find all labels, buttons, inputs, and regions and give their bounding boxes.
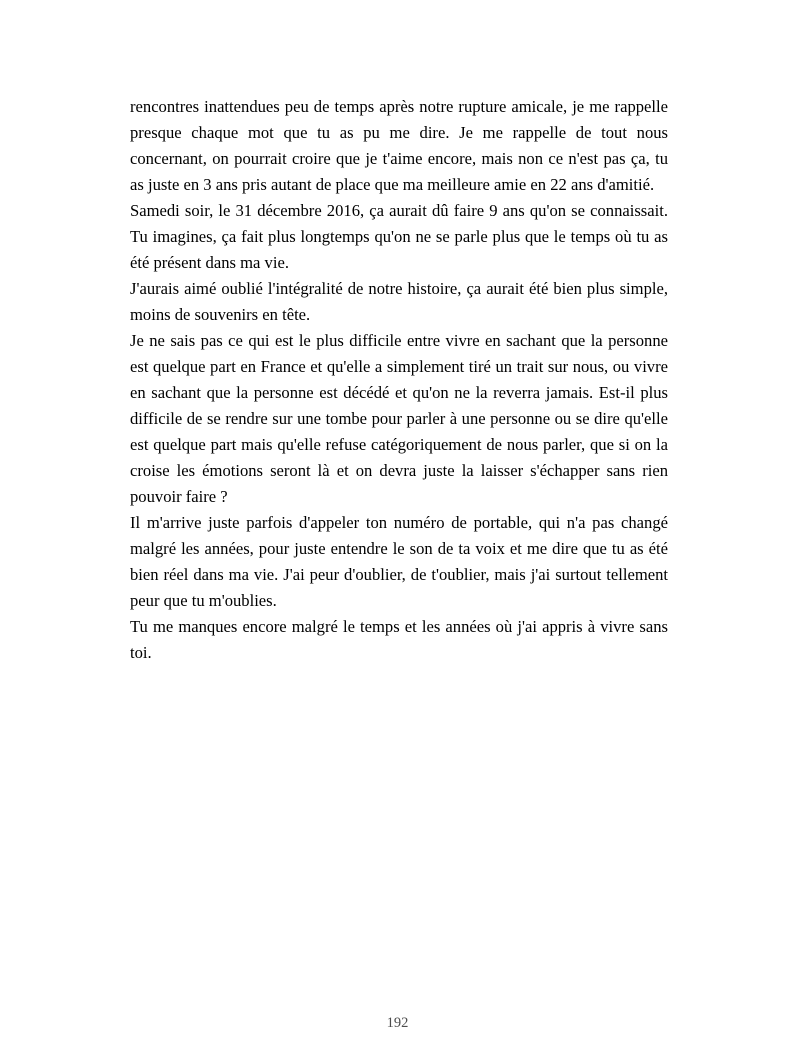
page-number: 192 bbox=[386, 1015, 409, 1031]
paragraph: Je ne sais pas ce qui est le plus difficile entre vivre en sachant que la personne est quelque part en France et qu'elle a simplement tiré un trait sur nous, ou vivre en sachant que la personne est décédé et qu'on ne la reverra jamais. Est-il plus difficile de se rendre sur une tombe pour parler à une personne ou se dire qu'elle est quelque part mais qu'elle refuse catégoriquement de nous parler, que si on la croise les émotions seront là et on devra juste la laisser s'échapper sans rien pouvoir faire ? bbox=[130, 331, 668, 506]
paragraph: J'aurais aimé oublié l'intégralité de notre histoire, ça aurait été bien plus simple, moins de souvenirs en tête. bbox=[130, 279, 668, 324]
body-text bbox=[130, 94, 668, 666]
paragraph: rencontres inattendues peu de temps après notre rupture amicale, je me rappelle presque chaque mot que tu as pu me dire. Je me rappelle de tout nous concernant, on pourrait croire que je t'aime encore, mais non ce n'est pas ça, tu as juste en 3 ans pris autant de place que ma meilleure amie en 22 ans d'amitié. bbox=[130, 97, 668, 194]
paragraph: Samedi soir, le 31 décembre 2016, ça aurait dû faire 9 ans qu'on se connaissait. Tu imagines, ça fait plus longtemps qu'on ne se parle plus que le temps où tu as été présent dans ma vie. bbox=[130, 201, 668, 272]
page-footer bbox=[0, 1013, 795, 1033]
paragraph: Tu me manques encore malgré le temps et les années où j'ai appris à vivre sans toi. bbox=[130, 617, 668, 662]
paragraph: Il m'arrive juste parfois d'appeler ton numéro de portable, qui n'a pas changé malgré les années, pour juste entendre le son de ta voix et me dire que tu as été bien réel dans ma vie. J'ai peur d'oublier, de t'oublier, mais j'ai surtout tellement peur que tu m'oublies. bbox=[130, 513, 668, 610]
